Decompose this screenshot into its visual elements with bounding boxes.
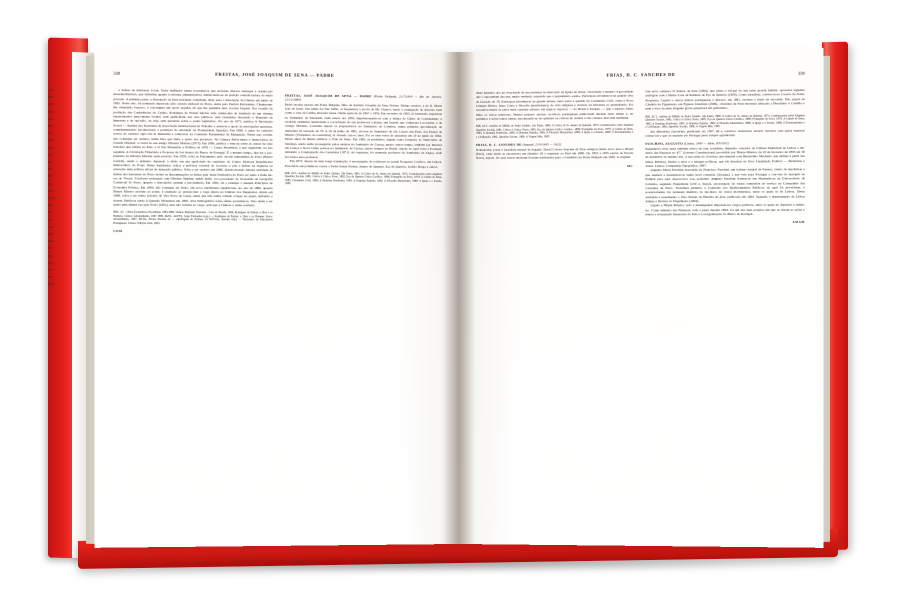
page-spread [100, 52, 818, 544]
sliver-line: o qu [48, 224, 54, 229]
sliver-line: a in [48, 152, 53, 157]
drop-shadow [70, 556, 830, 572]
sliver-line: hom [48, 109, 54, 114]
running-head-right [476, 71, 805, 79]
open-book [48, 30, 854, 570]
body-paragraph: Em Memórias Literárias, publicada em 1907, dá a conhecer numerosos autores menores com quem manteve contac-tos e que os mantém em Portugal para sempre agradecido. [645, 128, 805, 138]
body-paragraph: Engenheiro civil, mais também crítico de arte, jornalista, deputado, vereador da Câmara Municipal de Lisboa e mi-nistro das Finanças no 47.º Governo Constitucional, pre-sidido por Hintze Ribeiro, de 20 de fevereiro de 1893 até 30 de dezembro do mesmo ano. A sua saída do Governo, jun-tamente com Bernardino Machado, que definia a partir das Obras Públicas, findou a neve e a intrigas políticas, que ele descritas no livro Liquidação Política — Memórias e Anais. Lisboa, Companhia Tipográfica, 1897. [645, 145, 805, 169]
sliver-line: num [48, 102, 54, 107]
folio-left: 338 [113, 70, 121, 76]
body-paragraph: Em 1873, depois de uma longa tramitação, é encarregado de colaborar no jornal Progresso Católico, em Lisboa. Envolvido em polémicas contra o Padre Senna Freitas, Antero de Quental, Eça de Queirós, Teófilo Braga e outros. [284, 159, 443, 169]
column-right-1 [476, 89, 633, 516]
entry-headword: FRIAS, D. C. SANCHES DE [476, 142, 522, 148]
entry-headword: FUSCHINI, AUGUSTO [645, 141, 683, 147]
sliver-line: a si [48, 267, 53, 272]
entry-signature: COM [113, 229, 123, 234]
sliver-line: Soci [48, 274, 54, 280]
sliver-line: De E [48, 282, 55, 287]
page-left [95, 48, 458, 548]
sliver-line: dad [48, 174, 53, 179]
body-paragraph: a defesa de interesses locais. Entre múltiplos temas económicos que abordou, merece destaque a orienta-ção descentralizadora, que defendeu quanto à reforma administrativa, demarcando-se da posição centrali-zadora do então governo. A primeira parte, a dissolução da Ente incidente contribuiu, aliás, para a dissolução da Câmara em junho de 1881. Neste ano, foi nomeado depu-tado pelo círculo eleitoral do Porto, ainda pelo Partido Reformista. Chamavam-lhe «deputado fogoso», e con-seguiu um apoio popular tal que lhe permitiu uma vi-tória folgada. Por ocasião da proibição das Conferências do Casino, Rodrigues de Freitas iniciou uma campa-nha de denúncia de um sistema representativo mera-mente formal, sem publicidade dos atos públicos, sem verdadeira discussão e liberdade de imprensa e de opi-nião, ou seja, sem garantias sobre o poder legislativo. No ano de 1871, publica A Revolução Social — Análise das Doutrinas da Associação Internacional de Trabalho e assen-ta o apoio às associações operárias, complementando ins-titucional a proibição da atividade da Fraternidade Operária. Em 1889, é autor do relatório acerca do cadastro agrí-cola in Industrial e comercial, na Comissão Parlamentar de Emigração. Nesse ano, porém, não consegue ser reeleito, numa lista que tinha o apoio dos governos. Na Câmara Refor-mista e democrática do Grande Oriental, a coorte do seu amigo Oliveira Martins (1873). Em 1880, publica o estu-do sobre as causas de crise bancária que existia no País, e O Vae Monetário e Política de 1876 — Causa Monetária, a que seguiriam, no ano seguinte, A Circulação Fiduciária e Proposta de Lei Acerca do Banco de Portugal. É o mesmo tempo, dire-tor e pro-prietário da Oliveira Martins neste período. Em 1878, volta ao Parlamento, pelo círculo uninominal do Porto (Bairro Central), sendo o primeiro deputado a eleito em sua quali-dade de candidato do Centro Eleitoral Republicano Democrático do Porto. Nessa legislatura, critica a polí-tica colonial do Governo e põe a ênfase na vigência na execução uma política eficaz de instrução pública. Volta a ser reeleito em 1889, desenvolvendo intensa atividade de defesa dos interesses do Porto (sobre as discriminações so-fridas pela Junta Federativa do Porto no ramo a linha fér-rea do Norte). Criadores artesanais com Oliveira Martins, sendo eleito vice-presidente da Sociedade de Geografia Comercial do Porto, quando o historiador assume a pre-sidência. Em 1883, dá a estampa o manual Princípios de Economia Política. Em 1884, não consegue ser eleito, em nova candidatura republicana. Ao ano de 1886, quando Hintze Ribeiro ascende ao poder, é chamado ao presen-cher a vaga aberta na Câmara dos Deputados. Ainda em 1889, volta a ser eleito (círculo de Vila Nova de Gaia), ainda que não tenha voltado ocupar do papel, atribuído e doente. Publicou ainda A Questão Monetária em 1890, obra bibliográfica sobre temas económicos. Veio ainda a ser eleito uma última vez pelo Porto (1891), mas não voltaria ao cargo, sem que a Câmara o tenha aceitado. [113, 87, 273, 208]
page-right [458, 48, 823, 548]
sliver-line: são [48, 210, 53, 215]
entry-birth-death: (Arganil, 2/10/1845 — 1922) [522, 142, 562, 147]
bibliography-refs: BIB. ACT.: Análise do Milhão do Padre Zózimo. São Paulo, 1881; A Crítica do Sr. Antero de Quental, 1875; Considerações sobre Algumas Questões Sociais, 1881; Crítica à Crítica. Porto, 1885; Eça de Queirós Crítico Católico, 1888; Evangelho do Povo, 1879; A Cidade de Deus, 1885; Casamento Civil, 1882; A Doutrina Positivista, 1885; A Doutrina Espírita, 1882; A Filosofia Materialista, 1888; A Igreja e o Estado, 1880. [284, 171, 443, 186]
column-right-2 [645, 88, 804, 518]
body-paragraph: Romancista, poeta e jornalista natural de Arganil, David Correia Sanches de Frias emigrou muito novo para o Brasil (Pará), onde ainda se encontrava em Outubro 18 o regressar ao Pará em 1880. De 1853 a 1855 esteve na Escola Naval, depois. Os seus textos mostram ficaram trasladados para o Cemitério de Ponta Delgada em 1926. A original. [476, 146, 634, 161]
entry-birth-death: (Lisboa, 1843 — Idem, 8/3/1911) [683, 141, 729, 146]
sliver-line: «A C [48, 87, 55, 92]
sliver-line: e re [48, 130, 53, 136]
bibliography-refs: BIB. ACT.: Análise do Milhão do Padre Zózimo. São Paulo, 1880; A Crítica do Sr. Antero de Quental, 1875; Considerações sobre Algumas Questões Sociais, 1881; Crítica à Crítica. Porto, 1885; Eça de Queirós Crítico Católico, 1888; Evangelho do Povo, 1879; A Cidade de Deus, 1885; A Doutrina Positivista, 1885; A Doutrina Espírita, 1882; A Filosofia Materialista, 1888; A Igreja e o Estado, 1880; O Protestantismo e a Civilização, 1882; Questões Sociais, 1880; A Virgem Mãe, 1885. [645, 114, 805, 129]
sliver-line: ção [48, 217, 53, 222]
sliver-line: de g [48, 145, 54, 150]
sliver-line: fenó [48, 94, 54, 100]
body-paragraph: deste primeiro ano na vivacidade da sua presença na marcação da Igreja da altura, vivacidade e mesmo ri-gorosidade que o aproximam das que, muito sentindo, responde que o pensamento «quis». Participou ativamen-te na grande obra da Geração de 70. Participou ativamen-te na grande debate, tanto sobre a questão do Casamento Civil, como à Nova Liturgia Divina, Jesus Cristo à filosofia (positivismo), da vida religiosa e clerical, da literatura ao aprendizado. Foi sucessiva-mente se pelos mais variadas saberes, em regis-to rigoroso — do Brasil à Turquia —, que o espírito latino tinha os traços interiores. Muitos projetos autores ca-tólicos portugueses publicaram durante tanto tempo e, na polémica e sobre tantos temas, encontrando-se de opiniões ou críticas de crentes e não-crentes, mas sem nenhuma. [476, 89, 634, 121]
sliver-line: mai [48, 116, 53, 121]
bibliography-refs: BIB. ACT.: Análise do Milhão do Padre Zózimo. São Paulo, 1880; A Crítica do Sr. Antero de Quental, 1875; Considerações sobre Algumas Questões Sociais, 1881; Crítica à Crítica. Porto, 1885; Eça de Queirós Crítico Católico, 1888; Evangelho do Povo, 1879; A Cidade de Deus, 1885; A Doutrina Positivista, 1885; A Doutrina Espírita, 1882; A Filosofia Materialista, 1888; A Igreja e o Estado, 1880; O Protestantismo e a Civilização, 1882; Questões Sociais, 1880; A Virgem Mãe, 1885. [476, 124, 634, 139]
entry-signature: AMAM [792, 220, 805, 225]
sliver-line: esq [48, 253, 53, 258]
entry-birth-death: (Ponta Delgada, 21/7/1840 — Rio de Janeiro, 21/12/1889) [284, 94, 443, 103]
sliver-line: que [48, 159, 53, 164]
running-head-title-left: FREITAS, JOSÉ JOAQUIM DE SENA — PADRE [215, 71, 335, 78]
running-head-left [113, 71, 442, 79]
sliver-line: inco [48, 238, 54, 244]
sliver-line: nha [48, 202, 53, 208]
columns-left [113, 88, 442, 518]
sliver-line: em [48, 246, 52, 251]
column-left-2 [285, 89, 442, 516]
sliver-line: enc [48, 166, 53, 172]
body-paragraph: Ligado a Hintze Ribeiro, veio a desempenhar importan-tes cargos políticos, entre os quais de deputado e minis-tro. Como ministro das Finanças, com a pasta durante 1893, foi um dos seus projetos em que se deram as ações e tentou a restauração financeira do País e à reorganização do Banco de Portugal. [645, 202, 805, 217]
entry-headword: FREITAS, JOSÉ JOAQUIM DE SENA — PADRE [284, 93, 372, 99]
sliver-line: que [48, 123, 53, 128]
bibliography-refs: BIB.: d.f. : Obras Económicas Escolhidas, 1883-1889. Lisboa: Imprensa Nacional - Casa da Moeda, 1996; Rodrigues de Freitas: a Obra e os Homens. Lisboa: Afrontamento, 1997. BIB. PASS.: ALVES, Jorge Fernandes (org.) — Rodrigues de Freitas: a Obra e os Homens. Porto: Afrontamento, 1997; SILVA, Álvaro Ferreira da — «Rodrigues de Freitas». In NÓVOA, António (dir.) — Dicionário de Educadores Portugueses. Lisboa: Edições ASA, 2003. [113, 211, 273, 225]
columns-right [476, 88, 805, 518]
running-head-title-right: FRIAS, D. C. SANCHES DE [606, 71, 676, 78]
body-paragraph: Um novo romance O Senhor de Irias (1894), que relata a vul-gar do seu reino grande família, apresenta algumas analogias com a Ilustre Casa de Ramires de Eça de Queirós (1900). Como jornalista, colaborou no Correio da Noite, Progresso, Capital e outros diários portuguesas e director, em 1881, recebeu o título de vizconde. Não pagou de Cândido de Figueiredo, em Figuras Literárias (1906), «Sanches de Frias mostrará afeiçado a Hercúlano e Castilho e nem a toxo da mais fulgente glória perpetrará em galicismo». [645, 87, 805, 111]
sliver-line: vid [48, 181, 52, 186]
sliver-line: a co [48, 188, 54, 193]
folio-right: 339 [798, 70, 805, 76]
entry-signature: MC [627, 163, 634, 168]
body-paragraph: Padre secular nasceu em Ponta Delgada, filho de Antônio Joaquim de Sena Freitas, fidalgo escritor, e de D. Maria José de Jesus. Seu irmão foi Vaz Velho, ai frequentou a escola de Mr. Chance, tendo a conjugação do Autores, bem como a casa de Cunha, morador nessa cidade agrícola de 1847 a 1850. Em ou-tubro de 1855, já tonsurado, ingressou no Seminário de Santarém, onde esteve até 1858, impressionando-se com a leitura do Gênio de Cristianismo; é recebido estímulos intelectuais e vocacionais do seu profes-sor Labarut, um francês que conhecera Lacordaire, e de cónego Martens. Concluiu depois os preparatórios no Seminário de Coimbra, numa primeira aproximação da atmosfera da Geração de 70. A 19 de junho de 1861, en-trou no Seminário de São Lázaro em Paris, dos Padres da Missão (Vicentinos ou Lazaristas), ai vivendo cin-co anos. Foi os seus votos de lazaristas em 19 de junho de 1862, meses antes de Renan publicar a Vida de Jesus. Em 1865, já presbítero, seguiu como formador ao Semi-nário de Santiago, tendo então prosseguido pelos ensinos no Seminário de Caraça; quatro outros tempo, também por missões em Caraça e Nova Lima; passou no Seminário de Caraça, quatro tempos no Brasil, depois do qual volta a Portugal, deixando a Congregação dos Lazaristas (1871). Ao regressar, foi nomeado professor do Seminário de Angra, onde foi vários anos professor. [284, 102, 443, 159]
sliver-line: vida [48, 138, 54, 143]
column-left-1 [113, 88, 272, 518]
sliver-line: extr [48, 260, 53, 265]
sliver-line: mov [48, 231, 54, 236]
previous-page-sliver [48, 88, 74, 509]
sliver-line: É um [48, 195, 55, 200]
body-paragraph: Augusto Maria Fuschini descendia de Francisco Fuschini, um italiano natural de Faenza, centro de mecânicas e que ensinou a estabelecer-se numa nova contenda (Alcanja), e que veio para Portugal a con-vite do marquês de Pombal para aqui desenvolver essa indústria. Augusto Fuschini formou-se em Matemáticas na Universidade de Coimbra, seguindo Engenharia Civil e, depois, encarregado de várias comissões de serviço na Companhia das Carruihas de Ferro. Trabalhou primeiro a Comissão dos Melhoramentos Públicos, da qual foi pre-sidente, e posteriormente foi nomeado membro do ins-tituto de vários movimentos, entre os quais se de Lisboa. Dessa atividade é testemunho o livro Ensaio de História da Arte, publicado em 1904. Segundo o departamento de Lisboa Antiga e Revista do Engenheiro (1904). [645, 167, 805, 204]
